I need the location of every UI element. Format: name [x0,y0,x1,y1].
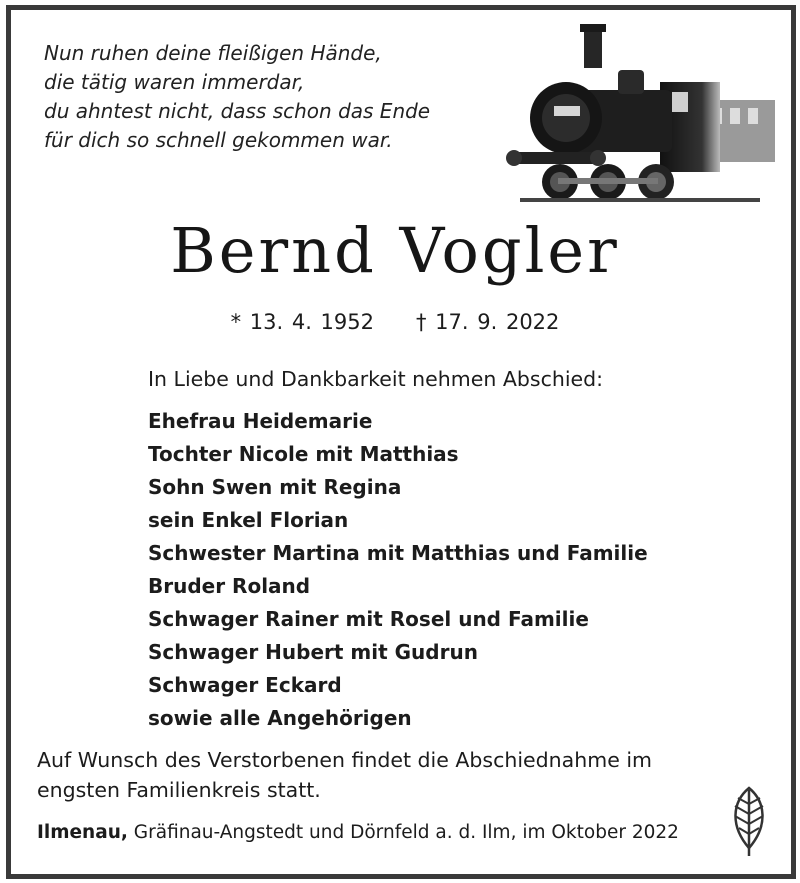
poem-line: die tätig waren immerdar, [44,70,305,94]
mourner-entry: Schwager Hubert mit Gudrun [148,640,478,664]
poem [44,39,430,155]
funeral-notice: Auf Wunsch des Verstorbenen findet die Abschiednahme im engsten Familienkreis statt. [37,748,652,802]
poem-line: für dich so schnell gekommen war. [44,128,393,152]
mourner-entry: sowie alle Angehörigen [148,706,412,730]
mourner-entry: Ehefrau Heidemarie [148,409,373,433]
birth-date: * 13. 4. 1952 [230,310,374,334]
mourner-entry: Sohn Swen mit Regina [148,475,402,499]
mourners-list [148,405,648,735]
deceased-name: Bernd Vogler [170,214,620,287]
life-dates [0,310,790,334]
poem-line: du ahntest nicht, dass schon das Ende [44,99,431,123]
steam-locomotive-image [500,22,778,204]
mourner-entry: sein Enkel Florian [148,508,349,532]
mourner-entry: Tochter Nicole mit Matthias [148,442,459,466]
mourner-entry: Schwester Martina mit Matthias und Familie [148,541,648,565]
poem-line: Nun ruhen deine fleißigen Hände, [44,41,382,65]
mourner-entry: Bruder Roland [148,574,311,598]
leaf-icon [726,786,772,858]
mourner-entry: Schwager Eckard [148,673,342,697]
place-city: Ilmenau, [37,822,128,843]
place-details: Gräfinau-Angstedt und Dörnfeld a. d. Ilm, im Oktober 2022 [127,822,679,843]
mourner-entry: Schwager Rainer mit Rosel und Familie [148,607,589,631]
place-and-date [37,822,679,843]
farewell-intro: In Liebe und Dankbarkeit nehmen Abschied: [148,367,604,391]
death-date: † 17. 9. 2022 [416,310,560,334]
